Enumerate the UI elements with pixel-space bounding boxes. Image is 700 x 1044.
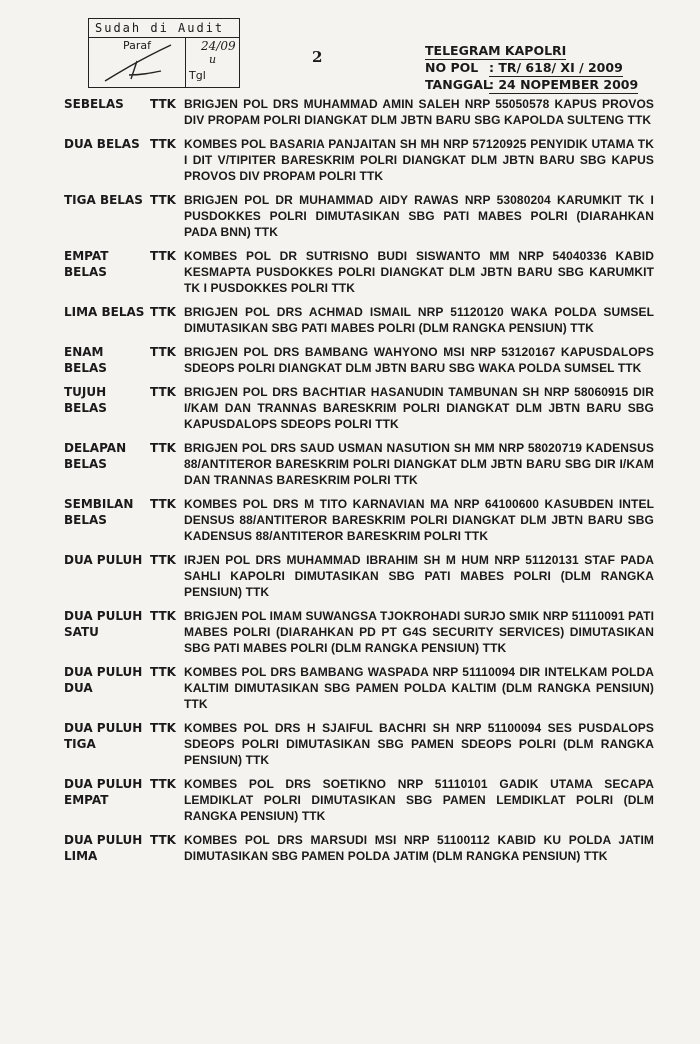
signature-scribble xyxy=(101,41,181,85)
list-item xyxy=(64,496,654,544)
no-pol-row xyxy=(425,59,655,76)
entry-number: DUA PULUH TIGA xyxy=(64,721,143,751)
entry-number: DUA PULUH LIMA xyxy=(64,833,143,863)
entry-ttk: TTK xyxy=(150,137,176,151)
entry-number: DUA BELAS xyxy=(64,137,140,151)
entry-ttk: TTK xyxy=(150,721,176,735)
entry-text: KOMBES POL DRS MARSUDI MSI NRP 51100112 KABID KU POLDA JATIM DIMUTASIKAN SBG PAMEN POLDA JATIM (DLM RANGKA PENSIUN) TTK xyxy=(184,833,654,863)
stamp-title: Sudah di Audit xyxy=(95,21,225,35)
stamp-divider xyxy=(89,37,239,38)
entry-number: TIGA BELAS xyxy=(64,193,143,207)
list-item xyxy=(64,384,654,432)
entry-number: DUA PULUH EMPAT xyxy=(64,777,143,807)
entry-number: TUJUH BELAS xyxy=(64,385,107,415)
page-number: 2 xyxy=(312,48,323,66)
tanggal-label: TANGGAL xyxy=(425,77,491,92)
telegram-body xyxy=(64,96,654,872)
entry-text: BRIGJEN POL DRS BACHTIAR HASANUDIN TAMBUNAN SH NRP 58060915 DIR I/KAM DAN TRANNAS BARESKRIM POLRI DIANGKAT DLM JBTN BARU SBG KAPUSDALOPS SDEOPS POLRI TTK xyxy=(184,385,654,431)
entry-ttk: TTK xyxy=(150,609,176,623)
entry-ttk: TTK xyxy=(150,777,176,791)
entry-text: BRIGJEN POL DRS BAMBANG WAHYONO MSI NRP 53120167 KAPUSDALOPS SDEOPS POLRI DIANGKAT DLM JBTN BARU SBG WAKA POLDA SUMSEL TTK xyxy=(184,345,654,375)
entry-number: DUA PULUH xyxy=(64,553,143,567)
entry-text: KOMBES POL DRS H SJAIFUL BACHRI SH NRP 51100094 SES PUSDALOPS SDEOPS POLRI DIMUTASIKAN SBG PAMEN SDEOPS POLRI (DLM RANGKA PENSIUN) TTK xyxy=(184,721,654,767)
list-item xyxy=(64,608,654,656)
entry-ttk: TTK xyxy=(150,385,176,399)
audit-stamp xyxy=(88,18,240,88)
entry-text: KOMBES POL DR SUTRISNO BUDI SISWANTO MM NRP 54040336 KABID KESMAPTA PUSDOKKES POLRI DIANGKAT DLM JBTN BARU SBG KARUMKIT TK I PUSDOKKES POLRI TTK xyxy=(184,249,654,295)
entry-ttk: TTK xyxy=(150,345,176,359)
entry-number: SEMBILAN BELAS xyxy=(64,497,134,527)
entry-number: ENAM BELAS xyxy=(64,345,107,375)
entry-ttk: TTK xyxy=(150,833,176,847)
entry-number: SEBELAS xyxy=(64,97,124,111)
entry-text: BRIGJEN POL DRS SAUD USMAN NASUTION SH MM NRP 58020719 KADENSUS 88/ANTITEROR BARESKRIM POLRI DIANGKAT DLM JBTN BARU SBG DIR I/KAM DAN TRANNAS BARESKRIM POLRI TTK xyxy=(184,441,654,487)
entry-text: KOMBES POL DRS M TITO KARNAVIAN MA NRP 64100600 KASUBDEN INTEL DENSUS 88/ANTITEROR BARESKRIM POLRI DIANGKAT DLM JBTN BARU SBG KADENSUS 88/ANTITEROR BARESKRIM POLRI TTK xyxy=(184,497,654,543)
list-item xyxy=(64,304,654,336)
list-item xyxy=(64,832,654,864)
entry-text: IRJEN POL DRS MUHAMMAD IBRAHIM SH M HUM NRP 51120131 STAF PADA SAHLI KAPOLRI DIMUTASIKAN SBG PATI MABES POLRI (DLM RANGKA PENSIUN) TTK xyxy=(184,553,654,599)
list-item xyxy=(64,344,654,376)
tanggal-value: : 24 NOPEMBER 2009 xyxy=(489,77,639,92)
entry-ttk: TTK xyxy=(150,305,176,319)
entry-number: EMPAT BELAS xyxy=(64,249,109,279)
entry-ttk: TTK xyxy=(150,97,176,111)
entry-number: DELAPAN BELAS xyxy=(64,441,127,471)
stamp-handwritten-date: 24/09 xyxy=(201,39,236,53)
list-item xyxy=(64,664,654,712)
list-item xyxy=(64,440,654,488)
no-pol-label: NO POL xyxy=(425,60,479,75)
telegram-title: TELEGRAM KAPOLRI xyxy=(425,43,567,58)
entry-text: KOMBES POL DRS BAMBANG WASPADA NRP 51110094 DIR INTELKAM POLDA KALTIM DIMUTASIKAN SBG PAMEN POLDA KALTIM (DLM RANGKA PENSIUN) TTK xyxy=(184,665,654,711)
tanggal-row xyxy=(425,76,655,93)
entry-ttk: TTK xyxy=(150,553,176,567)
list-item xyxy=(64,552,654,600)
list-item xyxy=(64,776,654,824)
entry-ttk: TTK xyxy=(150,249,176,263)
entry-ttk: TTK xyxy=(150,497,176,511)
entry-ttk: TTK xyxy=(150,193,176,207)
entry-text: BRIGJEN POL DRS ACHMAD ISMAIL NRP 51120120 WAKA POLDA SUMSEL DIMUTASIKAN SBG PATI MABES POLRI (DLM RANGKA PENSIUN) TTK xyxy=(184,305,654,335)
entry-number: LIMA BELAS xyxy=(64,305,145,319)
entry-text: KOMBES POL BASARIA PANJAITAN SH MH NRP 57120925 PENYIDIK UTAMA TK I DIT V/TIPITER BARESKRIM POLRI DIANGKAT DLM JBTN BARU SBG KAPUS PROVOS DIV PROPAM POLRI TTK xyxy=(184,137,654,183)
list-item xyxy=(64,248,654,296)
entry-text: BRIGJEN POL DR MUHAMMAD AIDY RAWAS NRP 53080204 KARUMKIT TK I PUSDOKKES POLRI DIMUTASIKAN SBG PATI MABES POLRI (DIARAHKAN PADA BNN) TTK xyxy=(184,193,654,239)
stamp-paraf-label: Paraf xyxy=(123,39,152,52)
entry-text: KOMBES POL DRS SOETIKNO NRP 51110101 GADIK UTAMA SECAPA LEMDIKLAT POLRI DIMUTASIKAN SBG PAMEN LEMDIKLAT POLRI (DLM RANGKA PENSIUN) TTK xyxy=(184,777,654,823)
telegram-header xyxy=(425,42,655,93)
entry-text: BRIGJEN POL DRS MUHAMMAD AMIN SALEH NRP 55050578 KAPUS PROVOS DIV PROPAM POLRI DIANGKAT DLM JBTN BARU SBG KAPOLDA SULTENG TTK xyxy=(184,97,654,127)
list-item xyxy=(64,192,654,240)
stamp-tgl-label: Tgl xyxy=(189,69,206,82)
entry-number: DUA PULUH SATU xyxy=(64,609,143,639)
entry-ttk: TTK xyxy=(150,441,176,455)
entry-number: DUA PULUH DUA xyxy=(64,665,143,695)
entry-text: BRIGJEN POL IMAM SUWANGSA TJOKROHADI SURJO SMIK NRP 51110091 PATI MABES POLRI (DIARAHKAN PD PT G4S SECURITY SERVICES) DIMUTASIKAN SBG PATI MABES POLRI (DLM RANGKA PENSIUN) TTK xyxy=(184,609,654,655)
stamp-handwritten-mark: u xyxy=(209,53,217,66)
list-item xyxy=(64,720,654,768)
entry-ttk: TTK xyxy=(150,665,176,679)
list-item xyxy=(64,96,654,128)
stamp-divider-vertical xyxy=(185,37,186,87)
no-pol-value: : TR/ 618/ XI / 2009 xyxy=(489,60,623,75)
list-item xyxy=(64,136,654,184)
